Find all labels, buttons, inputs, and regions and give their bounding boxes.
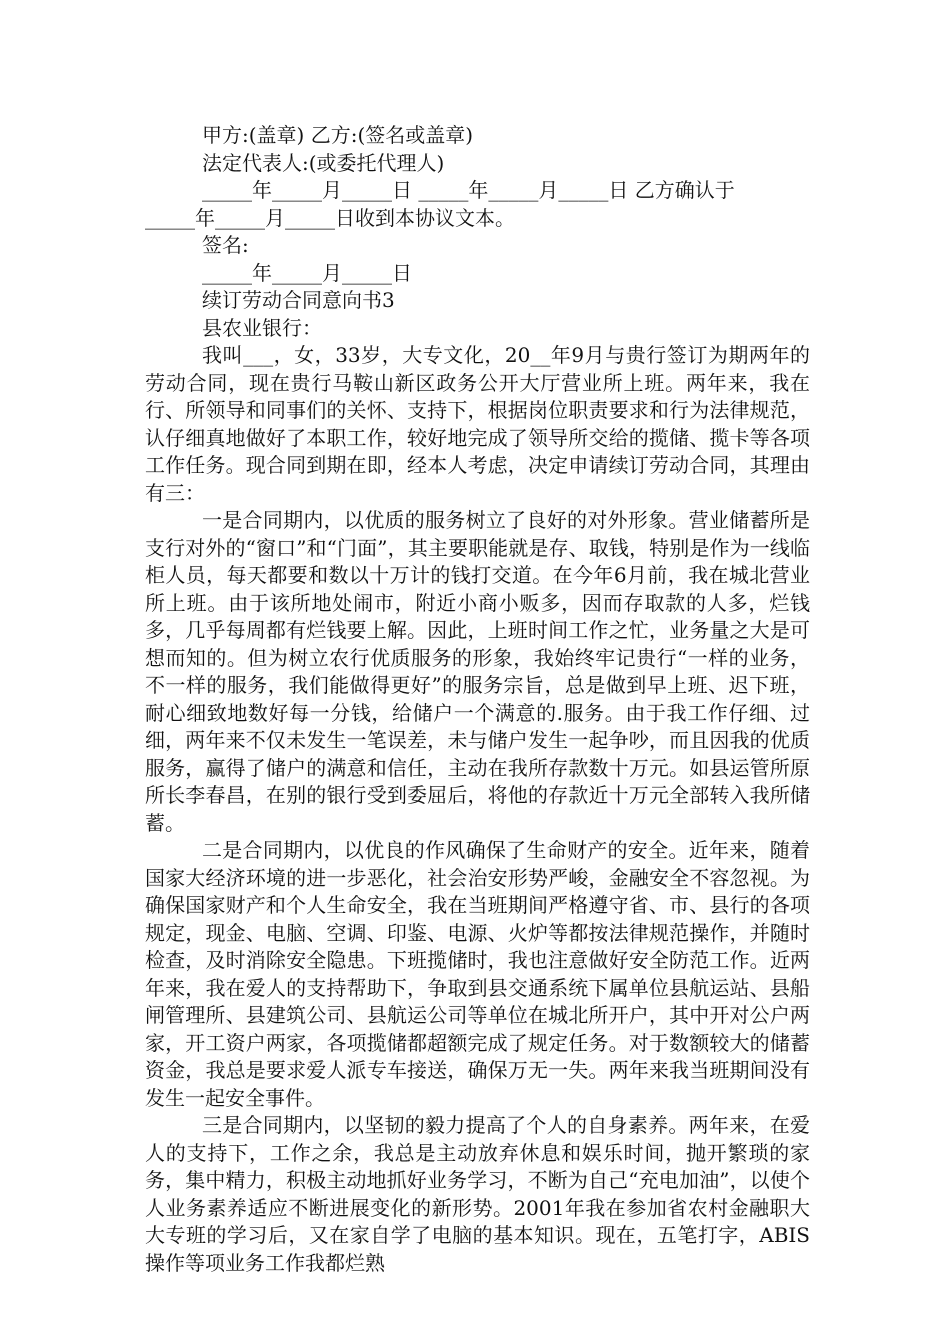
receipt-confirmation-line: _____年_____月_____日收到本协议文本。	[145, 205, 515, 230]
body-paragraph-reason-3: 三是合同期内，以坚韧的毅力提高了个人的自身素养。两年来，在爱人的支持下，工作之余，我总是主动放弃休息和娱乐时间，抛开繁琐的家务，集中精力，积极主动地抓好业务学习，不断为自己“充电加油”，以使个人业务素养适应不断进展变化的新形势。2001年我在参加省农村金融职大大专班的学习后，又在家自学了电脑的基本知识。现在，五笔打字，ABIS操作等项业务工作我都烂熟	[145, 1113, 810, 1275]
salutation: 县农业银行：	[202, 315, 322, 340]
document-title: 续订劳动合同意向书3	[202, 288, 395, 312]
sign-date-line: _____年_____月_____日	[202, 260, 412, 285]
legal-representative-line: 法定代表人:(或委托代理人)	[202, 150, 445, 175]
date-confirmation-line: _____年_____月_____日 _____年_____月_____日 乙方确认于	[202, 178, 735, 202]
body-paragraph-reason-1: 一是合同期内，以优质的服务树立了良好的对外形象。营业储蓄所是支行对外的“窗口”和“门面”，其主要职能就是存、取钱，特别是作为一线临柜人员，每天都要和数以十万计的钱打交道。在今年6月前，我在城北营业所上班。由于该所地处闹市，附近小商小贩多，因而存取款的人多，烂钱多，几乎每周都有烂钱要上解。因此，上班时间工作之忙，业务量之大是可想而知的。但为树立农行优质服务的形象，我始终牢记贵行“一样的业务，不一样的服务，我们能做得更好”的服务宗旨，总是做到早上班、迟下班，耐心细致地数好每一分钱，给储户一个满意的.服务。由于我工作仔细、过细，两年来不仅未发生一笔误差，未与储户发生一起争吵，而且因我的优质服务，赢得了储户的满意和信任，主动在我所存款数十万元。如县运管所原所长李春昌，在别的银行受到委屈后，将他的存款近十万元全部转入我所储蓄。	[145, 508, 810, 835]
document-body	[145, 122, 810, 1277]
body-paragraph-reason-2: 二是合同期内，以优良的作风确保了生命财产的安全。近年来，随着国家大经济环境的进一步恶化，社会治安形势严峻，金融安全不容忽视。为确保国家财产和个人生命安全，我在当班期间严格遵守省、市、县行的各项规定，现金、电脑、空调、印鉴、电源、火炉等都按法律规范操作，并随时检查，及时消除安全隐患。下班揽储时，我也注意做好安全防范工作。近两年来，我在爱人的支持帮助下，争取到县交通系统下属单位县航运站、县船闸管理所、县建筑公司、县航运公司等单位在城北所开户，其中开对公户两家，开工资户两家，各项揽储都超额完成了规定任务。对于数额较大的储蓄资金，我总是要求爱人派专车接送，确保万无一失。两年来我当班期间没有发生一起安全事件。	[145, 838, 810, 1110]
body-paragraph-intro: 我叫___，女，33岁，大专文化，20__年9月与贵行签订为期两年的劳动合同，现在贵行马鞍山新区政务公开大厅营业所上班。两年来，我在行、所领导和同事们的关怀、支持下，根据岗位职责要求和行为法律规范，认仔细真地做好了本职工作，较好地完成了领导所交给的揽储、揽卡等各项工作任务。现合同到期在即，经本人考虑，决定申请续订劳动合同，其理由有三：	[145, 343, 810, 505]
sign-label: 签名:	[202, 233, 249, 257]
party-signature-line: 甲方:(盖章) 乙方:(签名或盖章)	[202, 123, 474, 147]
